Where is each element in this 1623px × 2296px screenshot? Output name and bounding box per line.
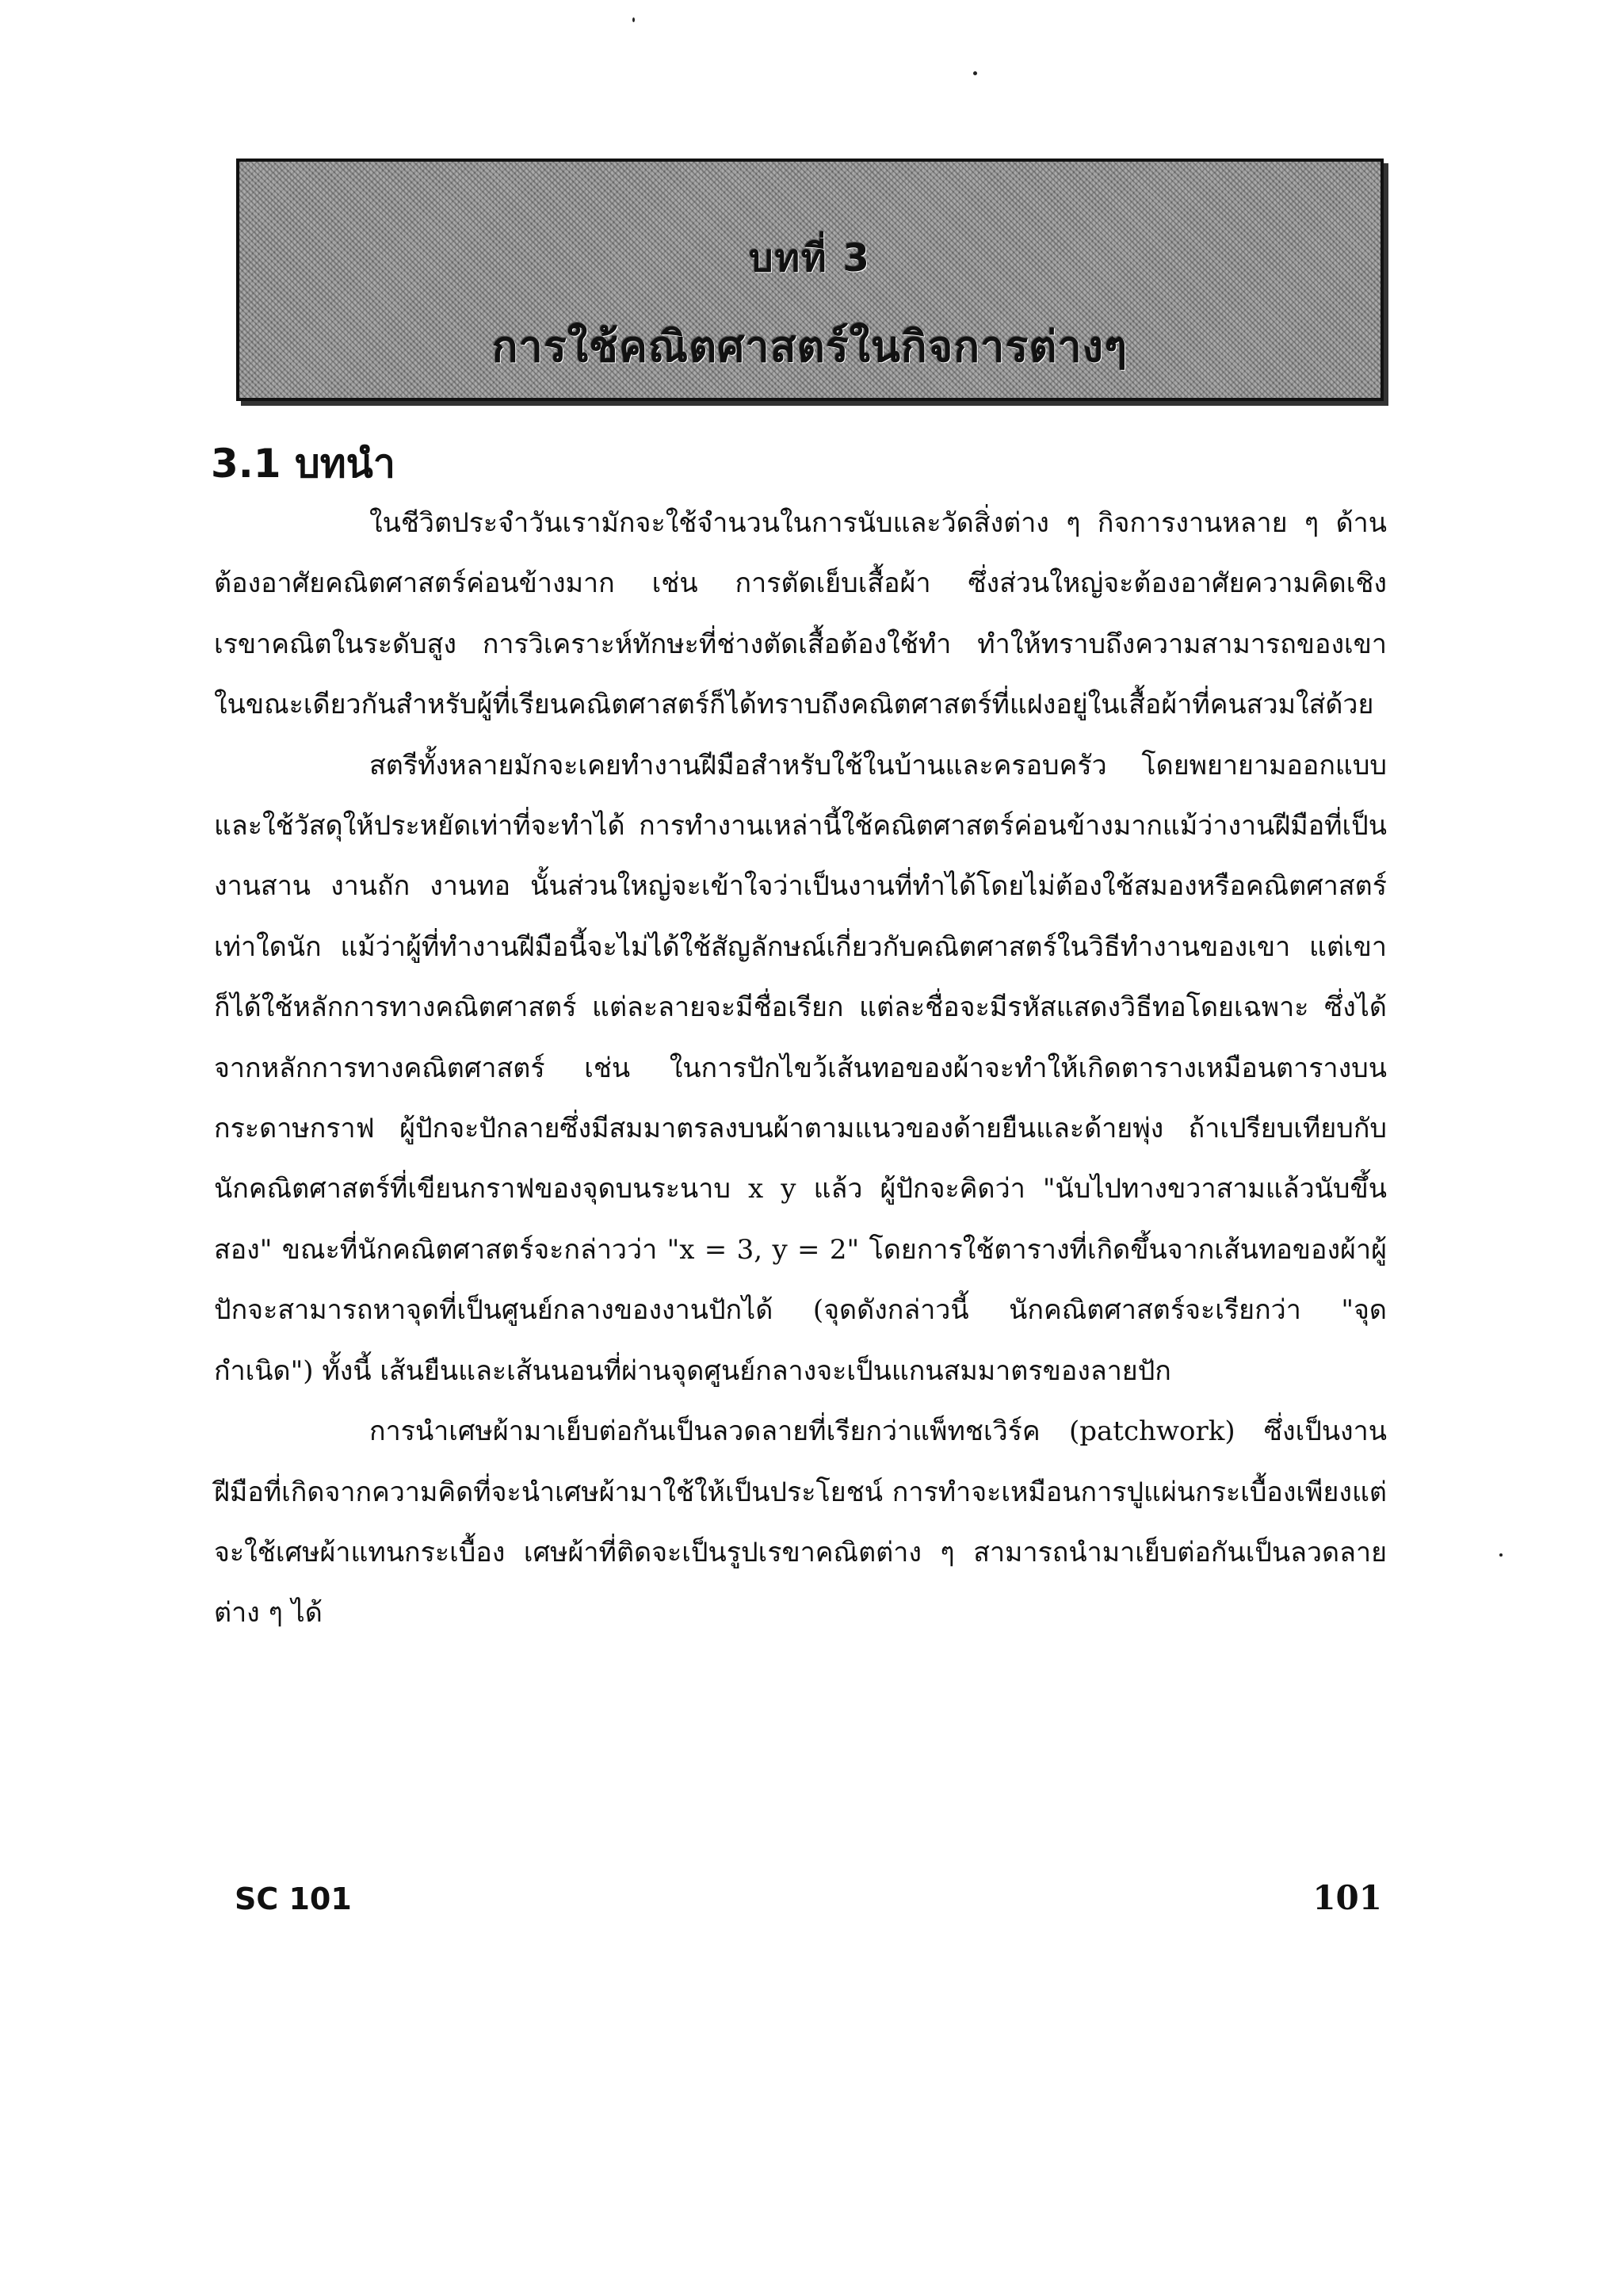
- chapter-number: บทที่ 3: [749, 236, 871, 281]
- paragraph: การนำเศษผ้ามาเย็บต่อกันเป็นลวดลายที่เรียกว่าแพ็ทชเวิร์ค (patchwork) ซึ่งเป็นงานฝีมือที่เกิดจากความคิดที่จะนำเศษผ้ามาใช้ให้เป็นประโยชน์ การทำจะเหมือนการปูแผ่นกระเบื้องเพียงแต่จะใช้เศษผ้าแทนกระเบื้อง เศษผ้าที่ติดจะเป็นรูปเรขาคณิตต่าง ๆ สามารถนำมาเย็บต่อกันเป็นลวดลายต่าง ๆ ได้: [214, 1415, 1387, 1629]
- course-code: SC 101: [235, 1881, 352, 1916]
- chapter-banner: [236, 159, 1384, 401]
- chapter-title: การใช้คณิตศาสตร์ในกิจการต่างๆ: [491, 322, 1128, 372]
- paragraph: สตรีทั้งหลายมักจะเคยทำงานฝีมือสำหรับใช้ในบ้านและครอบครัว โดยพยายามออกแบบและใช้วัสดุให้ประหยัดเท่าที่จะทำได้ การทำงานเหล่านี้ใช้คณิตศาสตร์ค่อนข้างมากแม้ว่างานฝีมือที่เป็นงานสาน งานถัก งานทอ นั้นส่วนใหญ่จะเข้าใจว่าเป็นงานที่ทำได้โดยไม่ต้องใช้สมองหรือคณิตศาสตร์เท่าใดนัก แม้ว่าผู้ที่ทำงานฝีมือนี้จะไม่ได้ใช้สัญลักษณ์เกี่ยวกับคณิตศาสตร์ในวิธีทำงานของเขา แต่เขาก็ได้ใช้หลักการทางคณิตศาสตร์ แต่ละลายจะมีชื่อเรียก แต่ละชื่อจะมีรหัสแสดงวิธีทอโดยเฉพาะ ซึ่งได้จากหลักการทางคณิตศาสตร์ เช่น ในการปักไขว้เส้นทอของผ้าจะทำให้เกิดตารางเหมือนตารางบนกระดาษกราฟ ผู้ปักจะปักลายซึ่งมีสมมาตรลงบนผ้าตามแนวของด้ายยืนและด้ายพุ่ง ถ้าเปรียบเทียบกับนักคณิตศาสตร์ที่เขียนกราฟของจุดบนระนาบ x y แล้ว ผู้ปักจะคิดว่า "นับไปทางขวาสามแล้วนับขึ้นสอง" ขณะที่นักคณิตศาสตร์จะกล่าวว่า "x = 3, y = 2" โดยการใช้ตารางที่เกิดขึ้นจากเส้นทอของผ้าผู้ปักจะสามารถหาจุดที่เป็นศูนย์กลางของงานปักได้ (จุดดังกล่าวนี้ นักคณิตศาสตร์จะเรียกว่า "จุดกำเนิด") ทั้งนี้ เส้นยืนและเส้นนอนที่ผ่านจุดศูนย์กลางจะเป็นแกนสมมาตรของลายปัก: [214, 749, 1387, 1387]
- scan-speck: [632, 17, 635, 22]
- section-heading: 3.1 บทนำ: [211, 441, 395, 487]
- paragraph: ในชีวิตประจำวันเรามักจะใช้จำนวนในการนับและวัดสิ่งต่าง ๆ กิจการงานหลาย ๆ ด้านต้องอาศัยคณิตศาสตร์ค่อนข้างมาก เช่น การตัดเย็บเสื้อผ้า ซึ่งส่วนใหญ่จะต้องอาศัยความคิดเชิงเรขาคณิตในระดับสูง การวิเคราะห์ทักษะที่ช่างตัดเสื้อต้องใช้ทำ ทำให้ทราบถึงความสามารถของเขา ในขณะเดียวกันสำหรับผู้ที่เรียนคณิตศาสตร์ก็ได้ทราบถึงคณิตศาสตร์ที่แฝงอยู่ในเสื้อผ้าที่คนสวมใส่ด้วย: [214, 507, 1387, 721]
- scan-speck: [1499, 1553, 1503, 1557]
- page-number: 101: [1312, 1878, 1382, 1917]
- body-text: [214, 493, 1387, 1644]
- scan-speck: [973, 71, 977, 75]
